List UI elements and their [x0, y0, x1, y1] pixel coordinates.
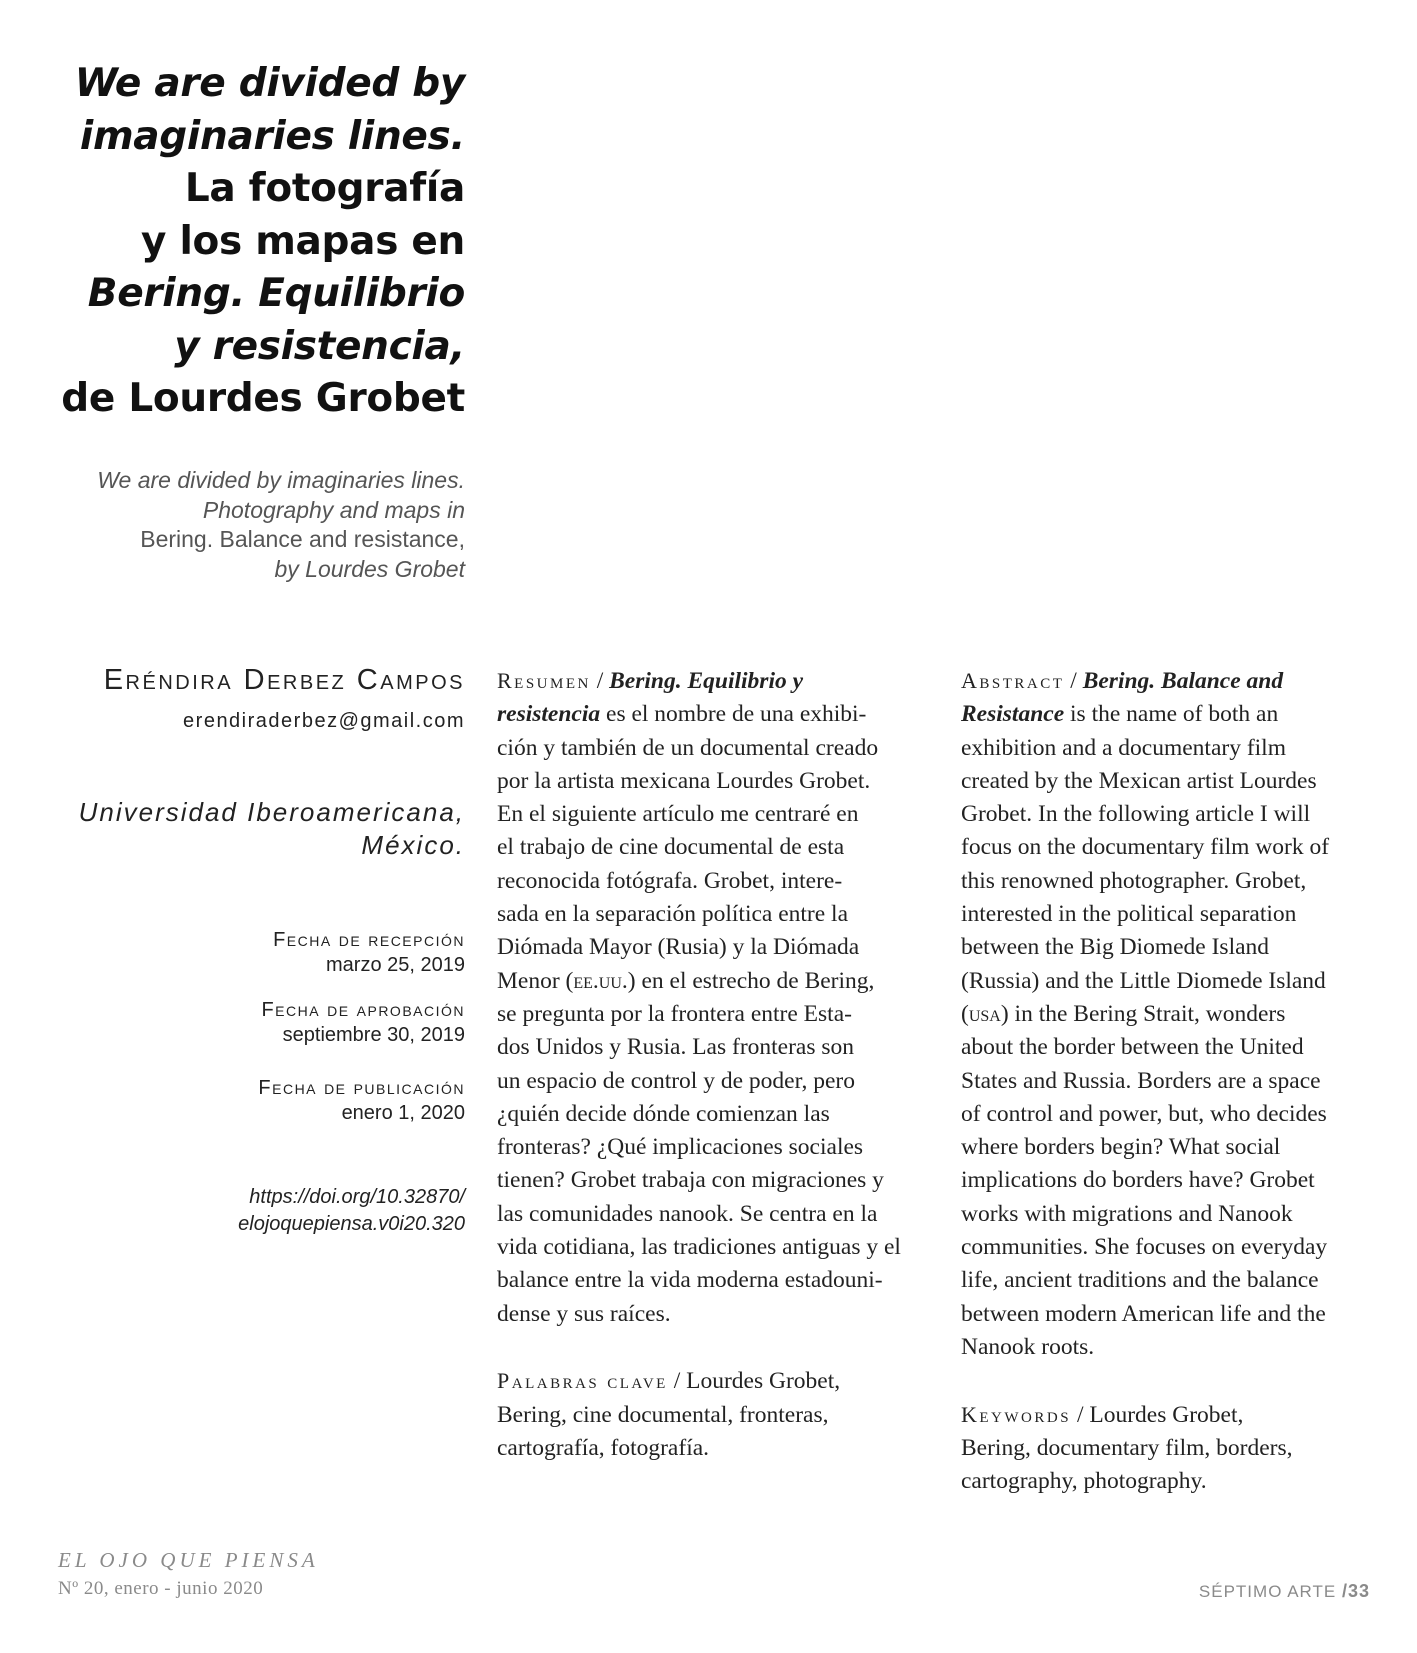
resumen-text: fronteras? ¿Qué implicaciones sociales: [497, 1134, 864, 1161]
resumen-text: ) en el estrecho de Bering,: [627, 967, 875, 994]
subtitle-line: Bering. Balance and resistance,: [140, 526, 465, 552]
approval-date-value: septiembre 30, 2019: [282, 1024, 465, 1046]
abstract-heading: Abstract: [961, 668, 1065, 693]
title-line: La fotografía: [184, 166, 465, 211]
resumen-text: ¿quién decide dónde comienzan las: [497, 1100, 830, 1127]
resumen-text: tienen? Grobet trabaja con migraciones y: [497, 1167, 884, 1194]
abstract-abbr: usa: [968, 1000, 1001, 1027]
subtitle-line: Photography and maps in: [202, 496, 465, 523]
author-email[interactable]: erendiraderbez@gmail.com: [183, 710, 465, 732]
resumen-text: ción y también de un documental creado: [497, 734, 879, 761]
keywords-text: cartography, photography.: [961, 1468, 1207, 1495]
resumen-text: dense y sus raíces.: [497, 1300, 671, 1327]
resumen-text: Menor (: [497, 967, 574, 994]
abstract-text: life, ancient traditions and the balance: [961, 1267, 1319, 1294]
abstract-text: between modern American life and the: [961, 1300, 1326, 1327]
abstract-text: focus on the documentary film work of: [961, 834, 1330, 861]
section-name: SÉPTIMO ARTE: [1198, 1582, 1342, 1601]
abstract-text: between the Big Diomede Island: [961, 934, 1270, 961]
title-line: imaginaries lines.: [79, 113, 465, 159]
palabras-clave-heading: Palabras clave: [497, 1368, 668, 1394]
keywords-heading: Keywords: [961, 1401, 1072, 1427]
resumen-text: el trabajo de cine documental de esta: [497, 834, 845, 861]
abstract-text: Grobet. In the following article I will: [961, 801, 1311, 828]
keywords-text: Bering, documentary film, borders,: [961, 1434, 1293, 1461]
resumen-text: por la artista mexicana Lourdes Grobet.: [497, 767, 871, 794]
abstract-text: (Russia) and the Little Diomede Island: [961, 967, 1326, 994]
title-line: We are divided by: [74, 61, 465, 106]
abstract-text: exhibition and a documentary film: [961, 734, 1286, 761]
subtitle-line: We are divided by imaginaries lines.: [97, 467, 465, 493]
publication-date-label: Fecha de publicación: [258, 1077, 465, 1099]
abstract-text: works with migrations and Nanook: [961, 1200, 1293, 1227]
abstract-text: communities. She focuses on everyday: [961, 1234, 1328, 1261]
resumen-text: Diómada Mayor (Rusia) y la Diómada: [497, 934, 860, 961]
title-line: de Lourdes Grobet: [61, 376, 465, 421]
title-line: y resistencia,: [174, 323, 465, 369]
doi-link[interactable]: [40, 1184, 465, 1238]
abstract-text: where borders begin? What social: [961, 1134, 1281, 1161]
resumen-heading: Resumen: [497, 668, 591, 693]
resumen-text: un espacio de control y de poder, pero: [497, 1067, 855, 1094]
page-number: /33: [1341, 1581, 1370, 1601]
resumen-text: dos Unidos y Rusia. Las fronteras son: [497, 1034, 855, 1061]
resumen-text: balance entre la vida moderna estadouni-: [497, 1267, 883, 1294]
publication-date: [40, 1076, 465, 1126]
doi-line: elojoquepiensa.v0i20.320: [238, 1213, 465, 1235]
affiliation-line: Universidad Iberoamericana,: [78, 797, 465, 827]
keywords-text: Lourdes Grobet,: [686, 1368, 841, 1395]
separator: /: [1064, 668, 1083, 694]
resumen-text: es el nombre de una exhibi-: [600, 701, 867, 728]
issue-info: Nº 20, enero - junio 2020: [58, 1578, 264, 1599]
title-line: y los mapas en: [141, 218, 465, 264]
reception-date-label: Fecha de recepción: [273, 929, 465, 951]
author-name: Eréndira Derbez Campos: [103, 664, 465, 696]
separator: /: [667, 1368, 687, 1395]
abstract-text: (: [961, 1000, 969, 1027]
article-title: [40, 58, 465, 426]
abstract-text: of control and power, but, who decides: [961, 1100, 1327, 1127]
english-subtitle: [40, 466, 465, 584]
reception-date: [40, 928, 465, 978]
abstract-text: about the border between the United: [961, 1034, 1304, 1061]
separator: /: [1071, 1401, 1090, 1428]
abstract-text: Nanook roots.: [961, 1333, 1095, 1360]
title-line: Bering. Equilibrio: [87, 271, 465, 316]
abstract-text: is the name of both an: [1064, 701, 1279, 728]
separator: /: [590, 668, 610, 694]
resumen-text: reconocida fotógrafa. Grobet, intere-: [497, 867, 843, 894]
abstract-title: Resistance: [961, 701, 1065, 728]
approval-date: [40, 998, 465, 1048]
reception-date-value: marzo 25, 2019: [326, 954, 465, 976]
resumen-column: [497, 664, 937, 1465]
resumen-abbr: ee.uu.: [573, 967, 628, 994]
abstract-column: [961, 664, 1401, 1498]
resumen-text: las comunidades nanook. Se centra en la: [497, 1200, 878, 1227]
abstract-text: ) in the Bering Strait, wonders: [1000, 1000, 1286, 1027]
journal-name: EL OJO QUE PIENSA: [58, 1548, 319, 1572]
abstract-text: this renowned photographer. Grobet,: [961, 867, 1307, 894]
approval-date-label: Fecha de aprobación: [261, 999, 465, 1021]
abstract-text: implications do borders have? Grobet: [961, 1167, 1315, 1194]
keywords-text: Lourdes Grobet,: [1089, 1401, 1244, 1428]
doi-line: https://doi.org/10.32870/: [249, 1186, 465, 1208]
abstract-text: created by the Mexican artist Lourdes: [961, 767, 1317, 794]
abstract-title: Bering. Balance and: [1082, 668, 1284, 694]
resumen-text: En el siguiente artículo me centraré en: [497, 801, 859, 828]
resumen-title: resistencia: [497, 701, 601, 728]
publication-date-value: enero 1, 2020: [341, 1102, 465, 1124]
resumen-title: Bering. Equilibrio y: [609, 668, 804, 694]
keywords-text: Bering, cine documental, fronteras,: [497, 1401, 829, 1428]
resumen-text: sada en la separación política entre la: [497, 901, 849, 928]
abstract-text: interested in the political separation: [961, 901, 1297, 928]
subtitle-line: Lourdes Grobet: [305, 555, 465, 582]
resumen-text: se pregunta por la frontera entre Esta-: [497, 1000, 852, 1027]
subtitle-line: by: [274, 555, 299, 582]
author-affiliation: [40, 796, 465, 862]
keywords-text: cartografía, fotografía.: [497, 1434, 710, 1461]
abstract-text: States and Russia. Borders are a space: [961, 1067, 1321, 1094]
section-page: [1199, 1581, 1370, 1602]
resumen-text: vida cotidiana, las tradiciones antiguas y el: [497, 1234, 901, 1261]
affiliation-line: México.: [361, 830, 465, 860]
